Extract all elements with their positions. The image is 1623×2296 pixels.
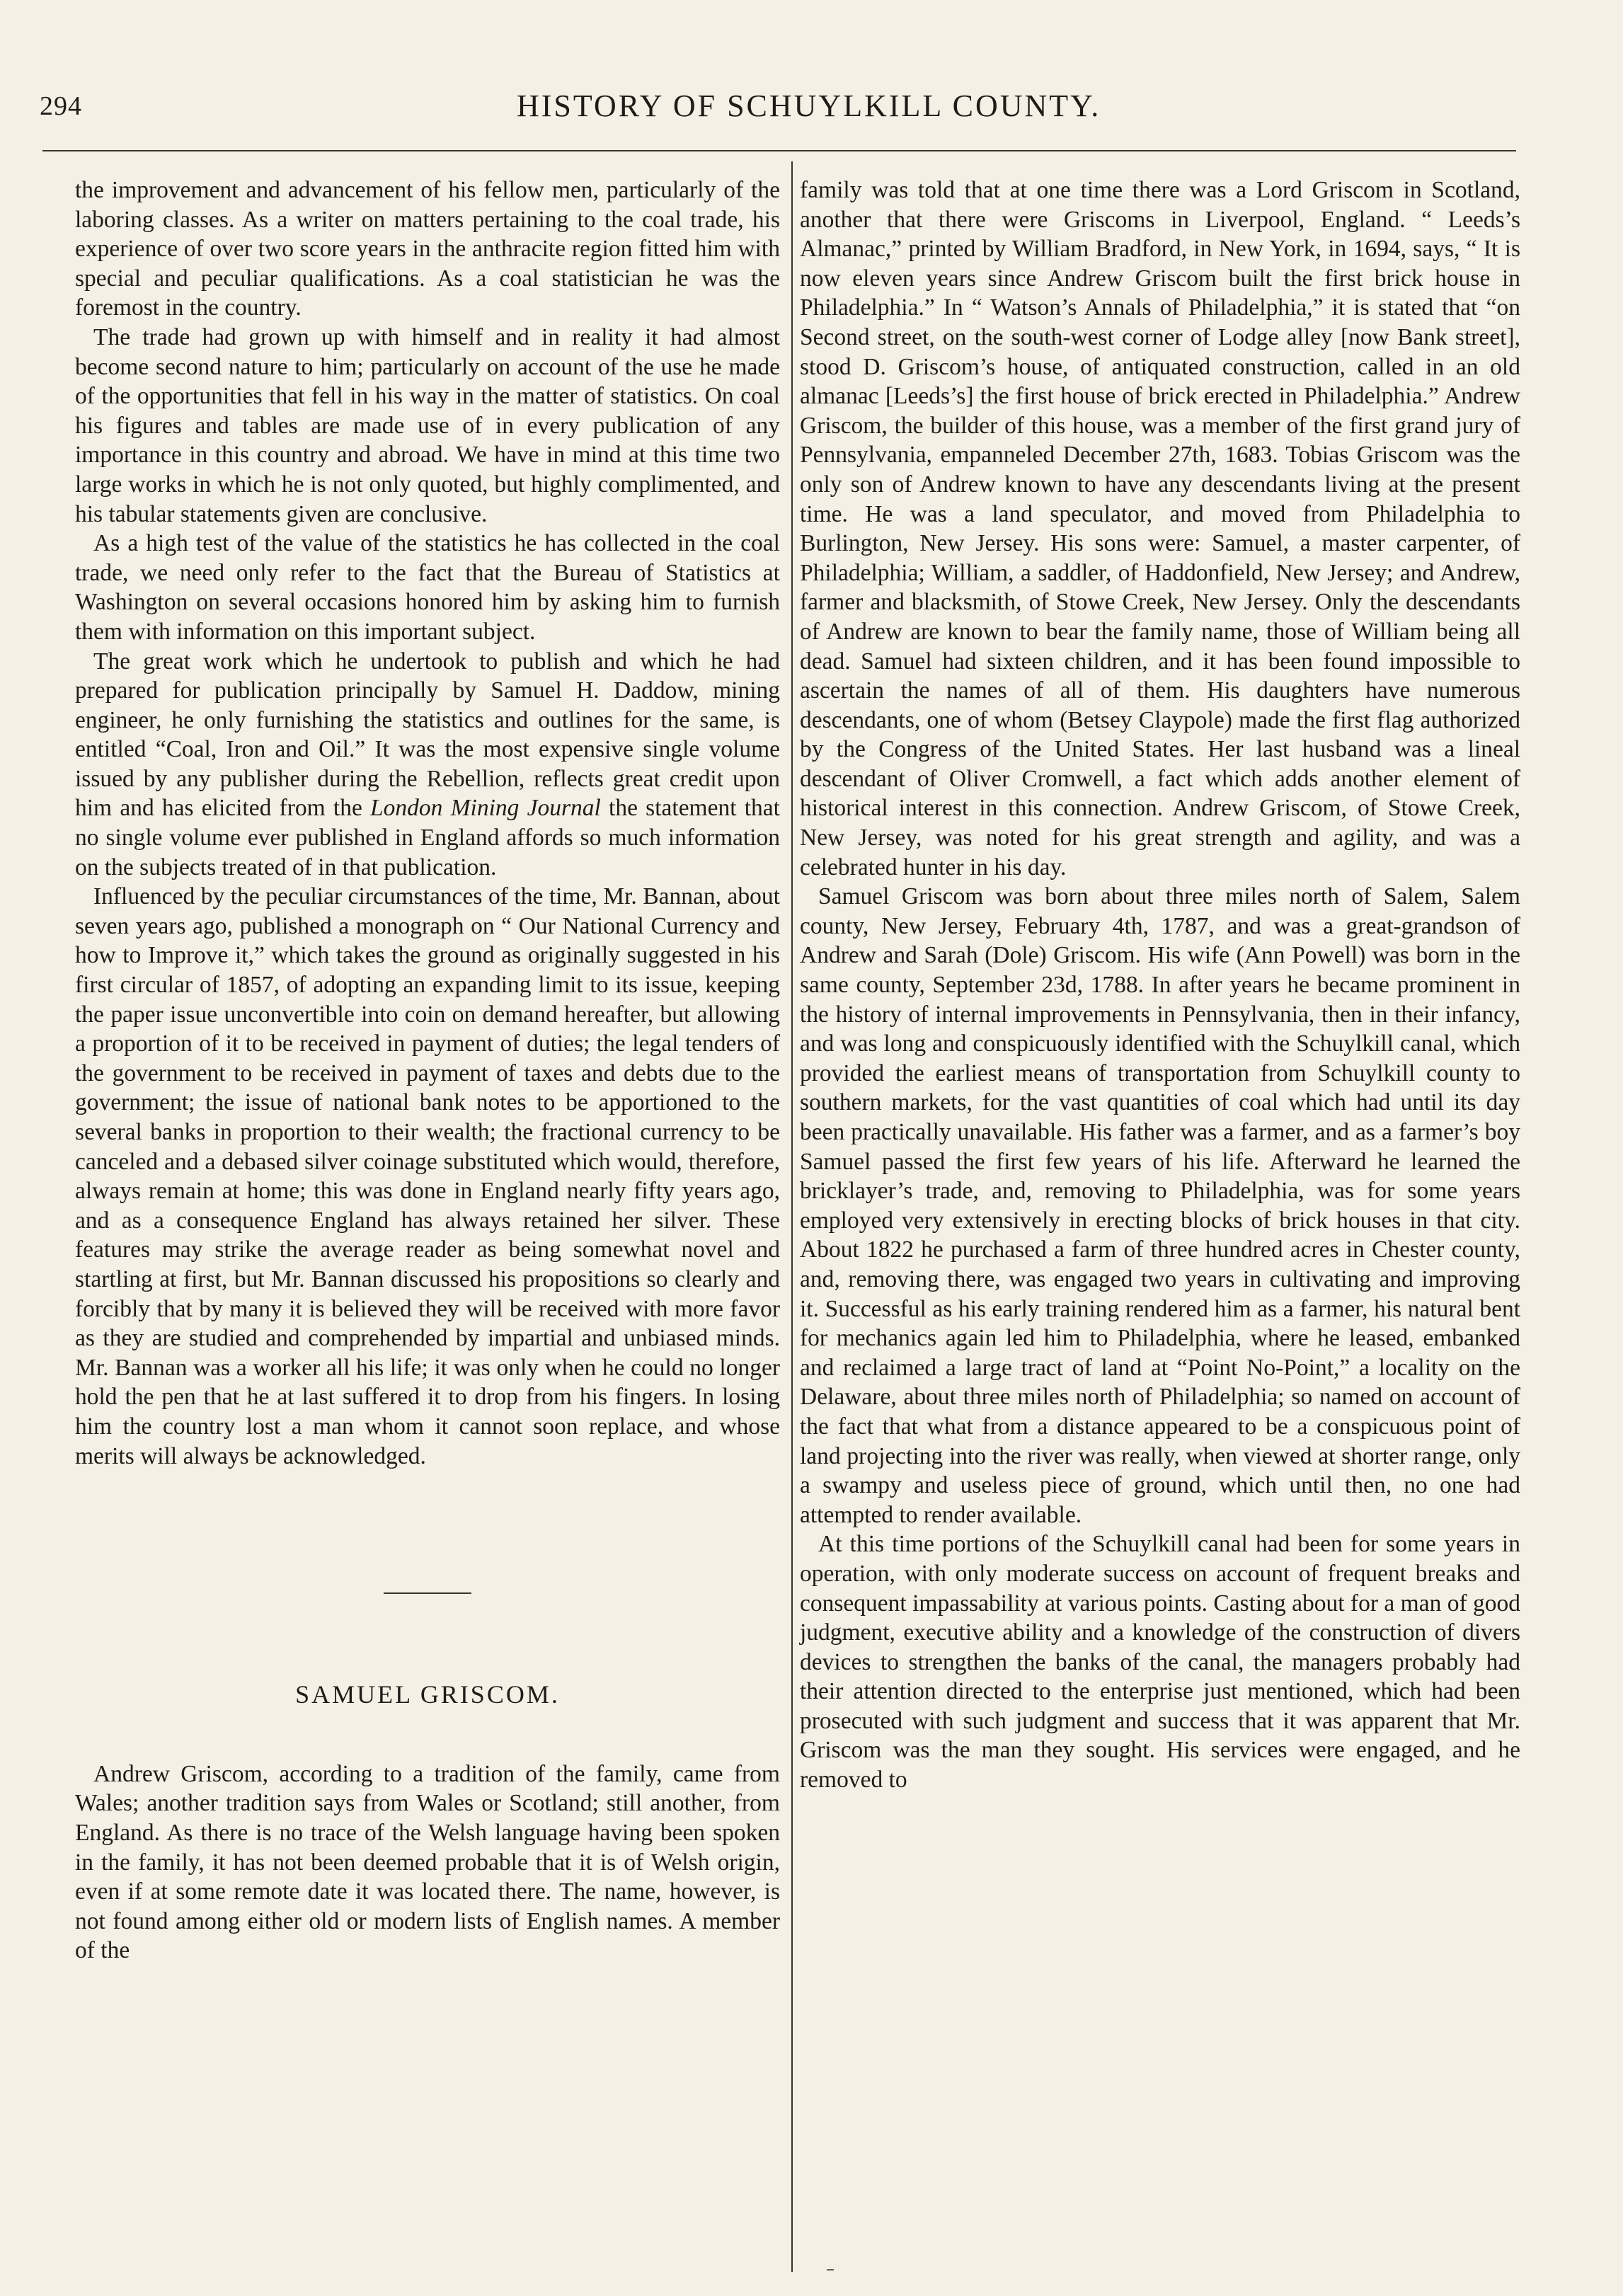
- paragraph: As a high test of the value of the statistics he has collected in the coal trade, we need only refer to the fact that the Bureau of Statistics at Washington on several occasions honored him by asking him to furnish them with information on this important subject.: [75, 530, 780, 645]
- column-rule: [791, 161, 793, 2272]
- section-divider: [384, 1592, 471, 1594]
- paragraph: Influenced by the peculiar circumstances of the time, Mr. Bannan, about seven years ago, published a monograph on “ Our National Currency and how to Improve it,” which takes the ground as originally suggested in his first circular of 1857, of adopting an expanding limit to its issue, keeping the paper issue unconvertible into coin on demand hereafter, but allowing a proportion of it to be received in payment of duties; the legal tenders of the government to be received in payment of taxes and debts due to the government; the issue of national bank notes to be apportioned to the several banks in proportion to their wealth; the fractional currency to be canceled and a debased silver coinage substituted which would, therefore, always remain at home; this was done in England nearly fifty years ago, and as a consequence England has always retained her silver. These features may strike the average reader as being somewhat novel and startling at first, but Mr. Bannan discussed his propositions so clearly and forcibly that by many it is believed they will be received with more favor as they are studied and comprehended by impartial and unbiased minds. Mr. Bannan was a worker all his life; it was only when he could no longer hold the pen that he at last suffered it to drop from his fingers. In losing him the country lost a man whom it cannot soon replace, and whose merits will always be acknowledged.: [75, 883, 780, 1469]
- section-heading: SAMUEL GRISCOM.: [295, 1680, 560, 1709]
- paragraph: Andrew Griscom, according to a tradition of the family, came from Wales; another tradition says from Wales or Scotland; still another, from England. As there is no trace of the Welsh language having been spoken in the family, it has not been deemed probable that it is of Welsh origin, even if at some remote date it was located there. The name, however, is not found among either old or modern lists of English names. A member of the: [75, 1760, 780, 1964]
- running-title: HISTORY OF SCHUYLKILL COUNTY.: [517, 88, 1101, 123]
- header-rule: [42, 150, 1516, 151]
- great-work-text-before: The great work which he undertook to publish and which he had prepared for publication principally by Samuel H. Daddow, mining engineer, he only furnishing the statistics and outlines for the same, is entitled “Coal, Iron and Oil.” It was the most expensive single volume issued by any publisher during the Rebellion, reflects great credit upon him and has elicited from the: [75, 648, 780, 822]
- left-column: [75, 176, 780, 1965]
- paragraph: Samuel Griscom was born about three miles north of Salem, Salem county, New Jersey, February 4th, 1787, and was a great-grandson of Andrew and Sarah (Dole) Griscom. His wife (Ann Powell) was born in the same county, September 23d, 1788. In after years he became prominent in the history of internal improvements in Pennsylvania, then in their infancy, and was long and conspicuously identified with the Schuylkill canal, which provided the earliest means of transportation from Schuylkill county to southern markets, for the vast quantities of coal which had until its day been practically unavailable. His father was a farmer, and as a farmer’s boy Samuel passed the first few years of his life. Afterward he learned the bricklayer’s trade, and, removing to Philadelphia, was for some years employed very extensively in erecting blocks of brick houses in that city. About 1822 he purchased a farm of three hundred acres in Chester county, and, removing there, was engaged two years in cultivating and improving it. Successful as his early training rendered him as a farmer, his natural bent for mechanics again led him to Philadelphia, where he leased, embanked and reclaimed a large tract of land at “Point No-Point,” a locality on the Delaware, about three miles north of Philadelphia; so named on account of the fact that what from a distance appeared to be a conspicuous point of land projecting into the river was really, when viewed at shorter range, only a swampy and useless piece of ground, which until then, no one had attempted to render available.: [800, 883, 1520, 1528]
- journal-title: London Mining Journal: [370, 795, 601, 822]
- page-mark: [827, 2269, 834, 2271]
- paragraph: At this time portions of the Schuylkill canal had been for some years in operation, with only moderate success on account of frequent breaks and consequent impassability at various points. Casting about for a man of good judgment, executive ability and a knowledge of the construction of divers devices to strengthen the banks of the canal, the managers probably had their attention directed to the enterprise just mentioned, which had been prosecuted with such judgment and success that it was apparent that Mr. Griscom was the man they sought. His services were engaged, and he removed to: [800, 1531, 1520, 1793]
- page-number: 294: [40, 91, 82, 121]
- paragraph-great-work: [75, 647, 780, 883]
- paragraph: the improvement and advancement of his fellow men, particularly of the laboring classes. As a writer on matters pertaining to the coal trade, his experience of over two score years in the anthracite region fitted him with special and peculiar qualifications. As a coal statistician he was the foremost in the country.: [75, 177, 780, 321]
- paragraph: family was told that at one time there was a Lord Griscom in Scotland, another that there were Griscoms in Liverpool, England. “ Leeds’s Almanac,” printed by William Bradford, in New York, in 1694, says, “ It is now eleven years since Andrew Griscom built the first brick house in Philadelphia.” In “ Watson’s Annals of Philadelphia,” it is stated that “on Second street, on the south-west corner of Lodge alley [now Bank street], stood D. Griscom’s house, of antiquated construction, called in an old almanac [Leeds’s] the first house of brick erected in Philadelphia.” Andrew Griscom, the builder of this house, was a member of the first grand jury of Pennsylvania, empanneled December 27th, 1683. Tobias Griscom was the only son of Andrew known to have any descendants living at the present time. He was a land speculator, and moved from Philadelphia to Burlington, New Jersey. His sons were: Samuel, a master carpenter, of Philadelphia; William, a saddler, of Haddonfield, New Jersey; and Andrew, farmer and blacksmith, of Stowe Creek, New Jersey. Only the descendants of Andrew are known to bear the family name, those of William being all dead. Samuel had sixteen children, and it has been found impossible to ascertain the names of all of them. His daughters have numerous descendants, one of whom (Betsey Claypole) made the first flag authorized by the Congress of the United States. Her last husband was a lineal descendant of Oliver Cromwell, a fact which adds another element of historical interest in this connection. Andrew Griscom, of Stowe Creek, New Jersey, was noted for his great strength and agility, and was a celebrated hunter in his day.: [800, 177, 1520, 880]
- paragraph: The trade had grown up with himself and in reality it had almost become second nature to him; particularly on account of the use he made of the opportunities that fell in his way in the matter of statistics. On coal his figures and tables are made use of in every publication of any importance in this country and abroad. We have in mind at this time two large works in which he is not only quoted, but highly complimented, and his tabular statements given are conclusive.: [75, 323, 780, 527]
- great-work-text-after: the statement that no single volume ever published in England affords so much information on the subjects treated of in that publication.: [75, 795, 780, 880]
- right-column: [800, 176, 1520, 1795]
